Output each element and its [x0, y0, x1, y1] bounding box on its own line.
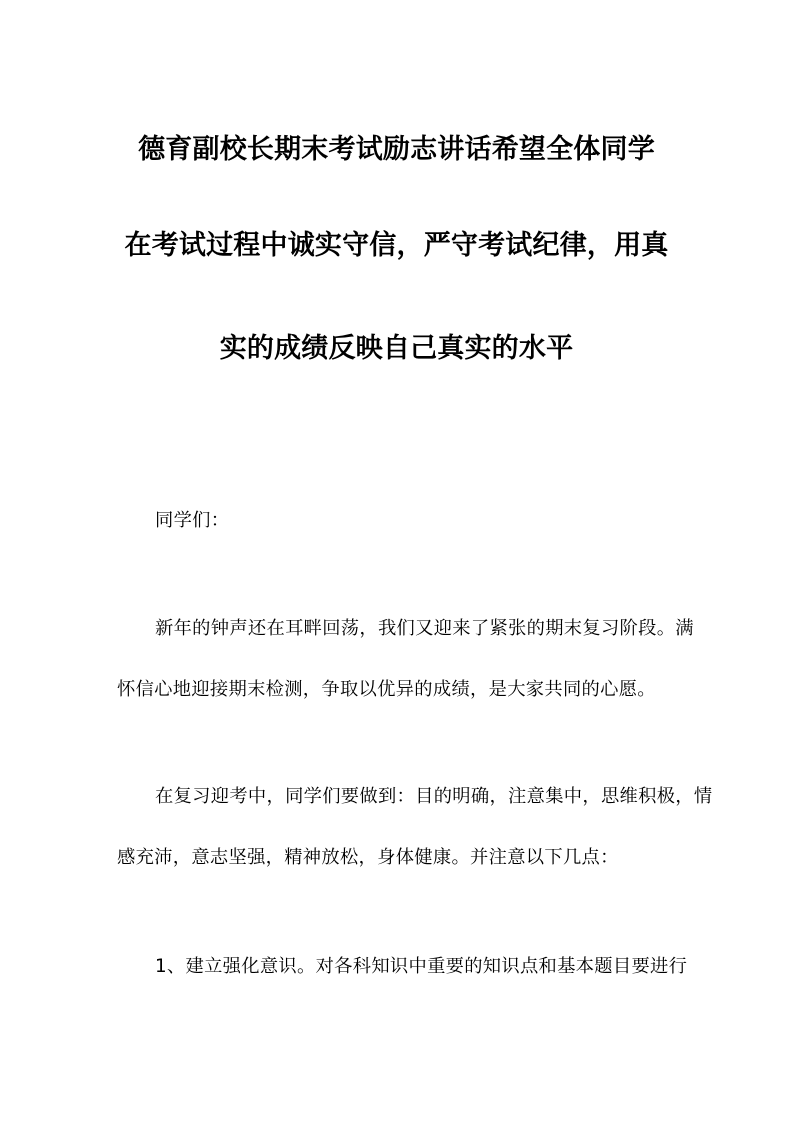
- document-title-line-2: 在考试过程中诚实守信，严守考试纪律，用真: [124, 230, 669, 261]
- paragraph-1-line-2: 怀信心地迎接期末检测，争取以优异的成绩，是大家共同的心愿。: [117, 679, 656, 700]
- paragraph-2-line-1: 在复习迎考中，同学们要做到：目的明确，注意集中，思维积极，情: [155, 786, 713, 807]
- salutation: 同学们：: [155, 510, 230, 531]
- paragraph-1-line-1: 新年的钟声还在耳畔回荡，我们又迎来了紧张的期末复习阶段。满: [155, 618, 694, 639]
- document-title-line-3: 实的成绩反映自己真实的水平: [219, 333, 574, 364]
- paragraph-2-line-2: 感充沛，意志坚强，精神放松，身体健康。并注意以下几点：: [117, 847, 619, 868]
- document-title-line-1: 德育副校长期末考试励志讲话希望全体同学: [138, 134, 655, 165]
- paragraph-3-line-1: 1、建立强化意识。对各科知识中重要的知识点和基本题目要进行: [155, 956, 688, 977]
